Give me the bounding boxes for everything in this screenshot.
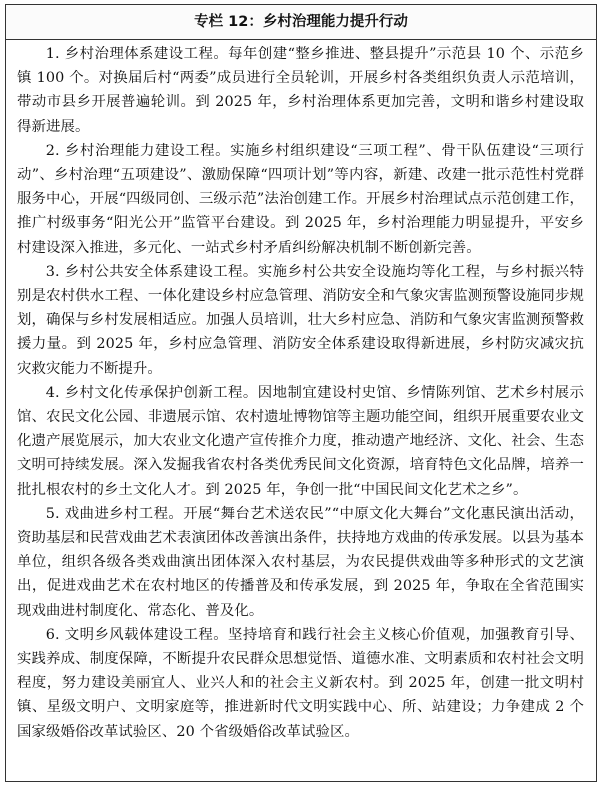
column-content (6, 40, 596, 744)
paragraph-4: 4. 乡村文化传承保护创新工程。因地制宜建设村史馆、乡情陈列馆、艺术乡村展示馆、农民文化公园、非遗展示馆、农村遗址博物馆等主题功能空间，组织开展重要农业文化遗产展览展示，加大农业文化遗产宣传推介力度，推动遗产地经济、文化、社会、生态文明可持续发展。深入发掘我省农村各类优秀民间文化资源，培育特色文化品牌，培养一批扎根农村的乡土文化人才。到 2025 年，争创一批“中国民间文化艺术之乡”。 (17, 384, 584, 498)
column-box (5, 4, 597, 782)
paragraph-2: 2. 乡村治理能力建设工程。实施乡村组织建设“三项工程”、骨干队伍建设“三项行动”、乡村治理“五项建设”、激励保障“四项计划”等内容，新建、改建一批示范性村党群服务中心，开展“四级同创、三级示范”法治创建工作。开展乡村治理试点示范创建工作，推广村级事务“阳光公开”监管平台建设。到 2025 年，乡村治理能力明显提升，平安乡村建设深入推进，多元化、一站式乡村矛盾纠纷解决机制不断创新完善。 (17, 142, 584, 256)
paragraph-1: 1. 乡村治理体系建设工程。每年创建“整乡推进、整县提升”示范县 10 个、示范乡镇 100 个。对换届后村“两委”成员进行全员轮训，开展乡村各类组织负责人示范培训，带动市县乡开展普遍轮训。到 2025 年，乡村治理体系更加完善，文明和谐乡村建设取得新进展。 (17, 46, 584, 135)
paragraph-6: 6. 文明乡风载体建设工程。坚持培育和践行社会主义核心价值观，加强教育引导、实践养成、制度保障，不断提升农民群众思想觉悟、道德水准、文明素质和农村社会文明程度，努力建设美丽宜人、业兴人和的社会主义新农村。到 2025 年，创建一批文明村镇、星级文明户、文明家庭等，推进新时代文明实践中心、所、站建设；力争建成 2 个国家级婚俗改革试验区、20 个省级婚俗改革试验区。 (17, 626, 584, 740)
column-title: 专栏 12：乡村治理能力提升行动 (6, 5, 596, 40)
paragraph-5: 5. 戏曲进乡村工程。开展“舞台艺术送农民”“中原文化大舞台”文化惠民演出活动，资助基层和民营戏曲艺术表演团体改善演出条件，扶持地方戏曲的传承发展。以县为基本单位，组织各级各类戏曲演出团体深入农村基层，为农民提供戏曲等多种形式的文艺演出，促进戏曲艺术在农村地区的传播普及和传承发展，到 2025 年，争取在全省范围实现戏曲进村制度化、常态化、普及化。 (17, 505, 584, 619)
paragraph-3: 3. 乡村公共安全体系建设工程。实施乡村公共安全设施均等化工程，与乡村振兴特别是农村供水工程、一体化建设乡村应急管理、消防安全和气象灾害监测预警设施同步规划，确保与乡村发展相适应。加强人员培训，壮大乡村应急、消防和气象灾害监测预警救援力量。到 2025 年，乡村应急管理、消防安全体系建设取得新进展，乡村防灾减灾抗灾救灾能力不断提升。 (17, 263, 584, 377)
